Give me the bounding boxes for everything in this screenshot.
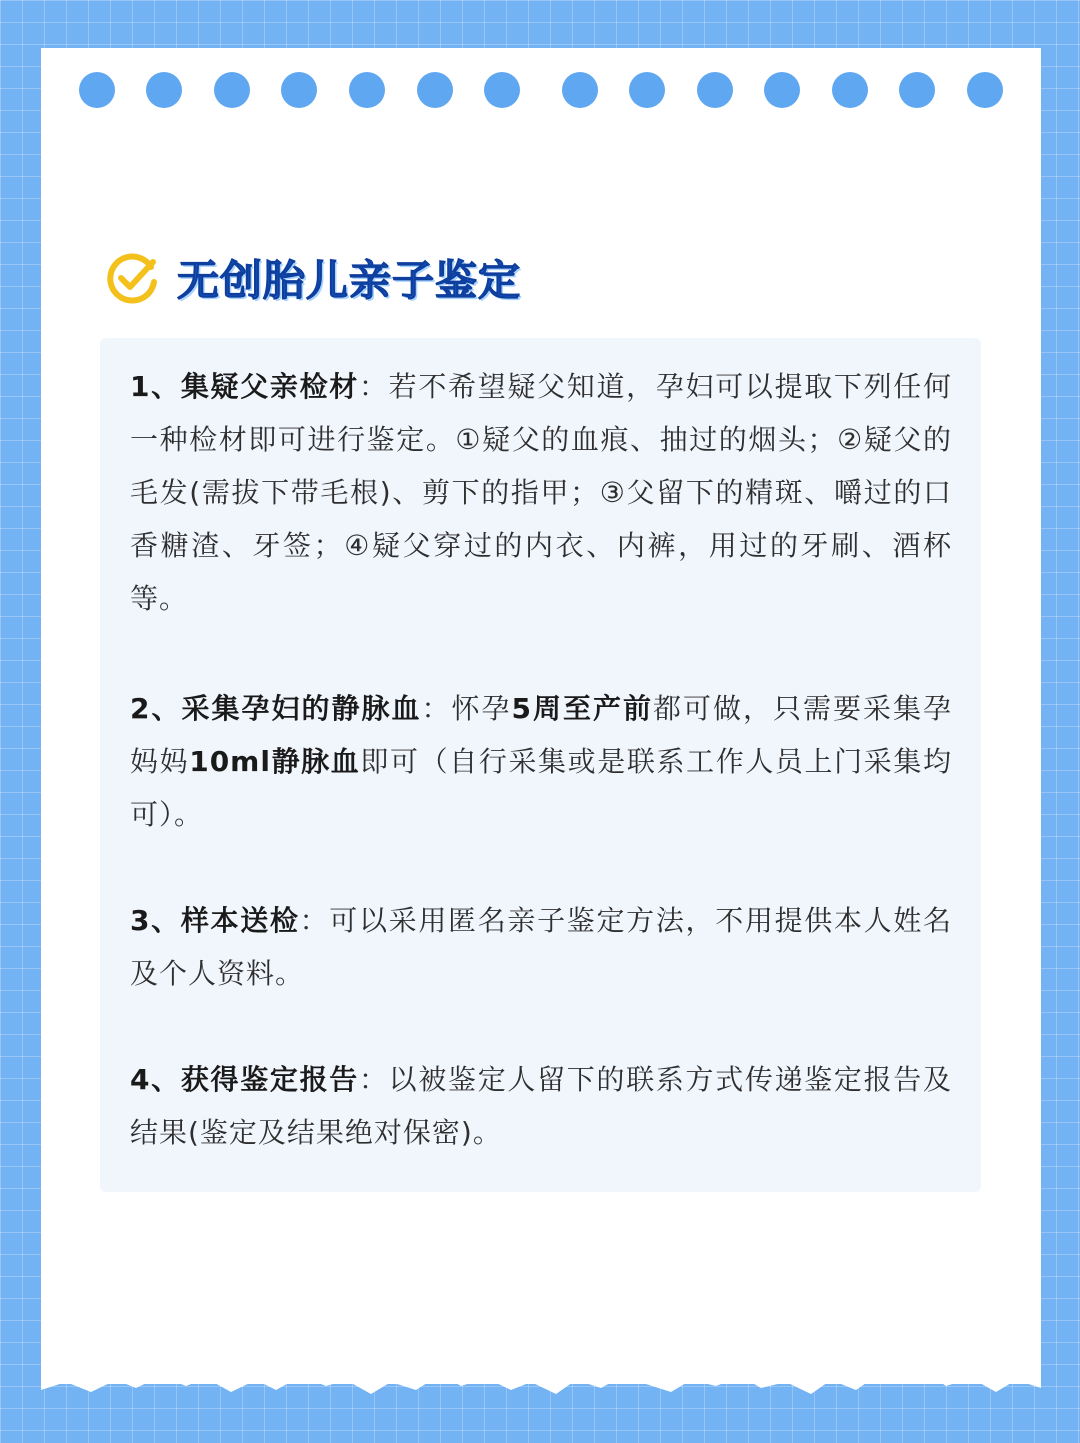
binder-hole <box>629 72 665 108</box>
binder-hole <box>281 72 317 108</box>
section-4 <box>130 1053 952 1159</box>
binder-hole <box>484 72 520 108</box>
binder-hole <box>146 72 182 108</box>
section-text: 都可做，只需要采集孕妈妈 <box>130 692 952 778</box>
title-row <box>103 246 521 310</box>
binder-hole <box>764 72 800 108</box>
section-heading: 2、采集孕妇的静脉血 <box>130 692 422 725</box>
binder-hole <box>899 72 935 108</box>
section-heading: 1、集疑父亲检材 <box>130 370 359 403</box>
section-3 <box>130 894 952 1000</box>
section-heading: 3、样本送检 <box>130 904 300 937</box>
page-title: 无创胎儿亲子鉴定 <box>177 256 522 305</box>
binder-hole <box>967 72 1003 108</box>
section-heading: 4、获得鉴定报告 <box>130 1063 359 1096</box>
section-emphasis: 5周至产前 <box>511 692 653 725</box>
binder-holes <box>41 48 1041 138</box>
section-emphasis: 10ml静脉血 <box>189 745 361 778</box>
content-box <box>100 338 981 1192</box>
binder-hole <box>832 72 868 108</box>
binder-hole <box>697 72 733 108</box>
section-2 <box>130 682 952 841</box>
section-text: ：若不希望疑父知道，孕妇可以提取下列任何一种检材即可进行鉴定。①疑父的血痕、抽过的烟头；②疑父的毛发(需拔下带毛根)、剪下的指甲；③父留下的精斑、嚼过的口香糖渣、牙签；④疑父穿过的内衣、内裤，用过的牙刷、酒杯等。 <box>130 370 952 615</box>
section-1 <box>130 360 952 625</box>
binder-hole <box>417 72 453 108</box>
torn-paper-edge <box>41 1350 1041 1443</box>
check-circle-icon <box>103 249 161 307</box>
paper-sheet <box>41 48 1041 1384</box>
binder-hole <box>562 72 598 108</box>
binder-hole <box>79 72 115 108</box>
binder-hole <box>349 72 385 108</box>
section-text: ：怀孕 <box>421 692 512 725</box>
section-text: ：可以采用匿名亲子鉴定方法，不用提供本人姓名及个人资料。 <box>130 904 953 990</box>
section-text: ：以被鉴定人留下的联系方式传递鉴定报告及结果(鉴定及结果绝对保密)。 <box>130 1063 952 1149</box>
section-text: 即可（自行采集或是联系工作人员上门采集均可）。 <box>130 745 952 831</box>
binder-hole <box>214 72 250 108</box>
